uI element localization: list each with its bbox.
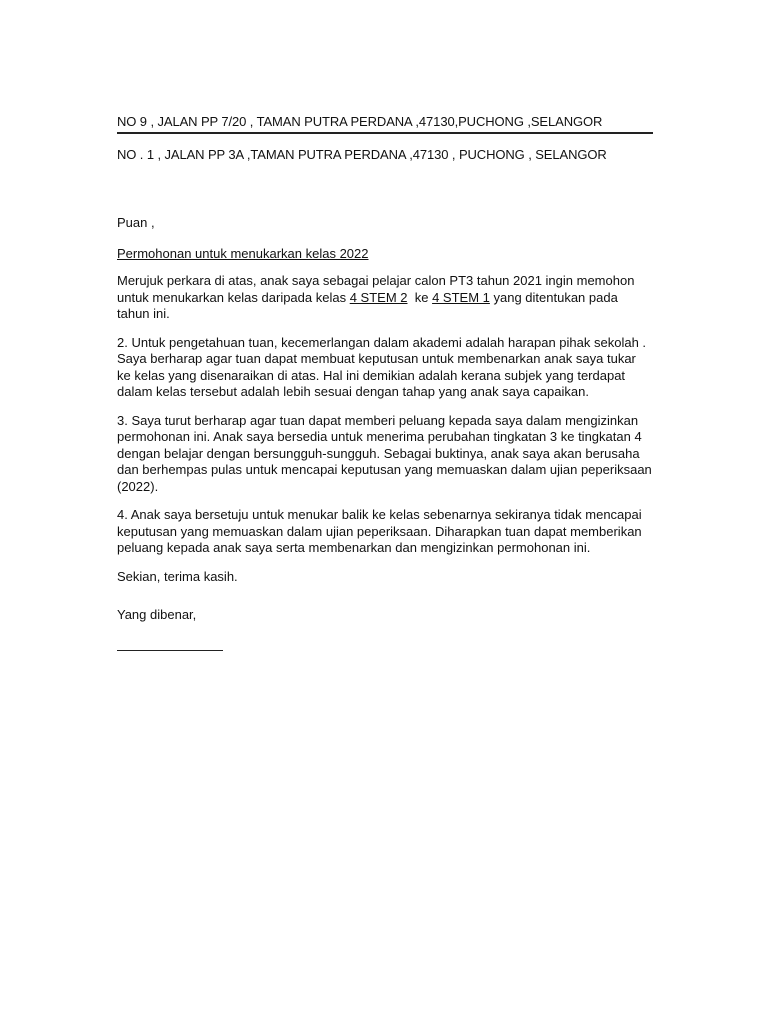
- closing: Sekian, terima kasih.: [117, 568, 238, 584]
- signature-line: [117, 650, 223, 651]
- class-to: 4 STEM 1: [432, 289, 490, 305]
- signoff: Yang dibenar,: [117, 607, 197, 622]
- salutation: Puan ,: [117, 215, 155, 230]
- paragraph-1: [117, 273, 653, 323]
- letter-subject: Permohonan untuk menukarkan kelas 2022: [117, 245, 369, 261]
- letter-body: [117, 114, 653, 651]
- paragraph-2: 2. Untuk pengetahuan tuan, kecemerlangan dalam akademi adalah harapan pihak sekolah . Saya berharap agar tuan dapat membuat keputusan untuk membenarkan anak saya tukar ke kelas yang disenaraikan di atas. Hal ini demikian adalah kerana subjek yang terdapat dalam kelas tersebut adalah lebih sesuai dengan tahap yang anak saya capaikan.: [117, 334, 647, 399]
- paragraph-1-text-b: ke: [407, 289, 433, 305]
- paragraph-1-text-a: Merujuk perkara di atas, anak saya sebagai pelajar calon PT3 tahun 2021 ingin memohon untuk menukarkan kelas daripada kelas: [117, 273, 635, 305]
- class-from: 4 STEM 2: [349, 289, 408, 305]
- paragraph-1-text-c: yang ditentukan pada tahun ini.: [117, 289, 618, 321]
- sender-address: NO 9 , JALAN PP 7/20 , TAMAN PUTRA PERDANA ,47130,PUCHONG ,SELANGOR: [117, 114, 653, 134]
- recipient-address: NO . 1 , JALAN PP 3A ,TAMAN PUTRA PERDANA ,47130 , PUCHONG , SELANGOR: [117, 146, 607, 162]
- paragraph-4: 4. Anak saya bersetuju untuk menukar balik ke kelas sebenarnya sekiranya tidak mencapai keputusan yang memuaskan dalam ujian peperiksaan. Diharapkan tuan dapat memberikan peluang kepada anak saya serta membenarkan dan mengizinkan permohonan ini.: [117, 507, 642, 555]
- paragraph-3: 3. Saya turut berharap agar tuan dapat memberi peluang kepada saya dalam mengizinkan permohonan ini. Anak saya bersedia untuk menerima perubahan tingkatan 3 ke tingkatan 4 dengan belajar dengan bersungguh-sungguh. Sebagai buktinya, anak saya akan berusaha dan berhempas pulas untuk mencapai keputusan yang memuaskan dalam ujian peperiksaan (2022).: [117, 412, 652, 494]
